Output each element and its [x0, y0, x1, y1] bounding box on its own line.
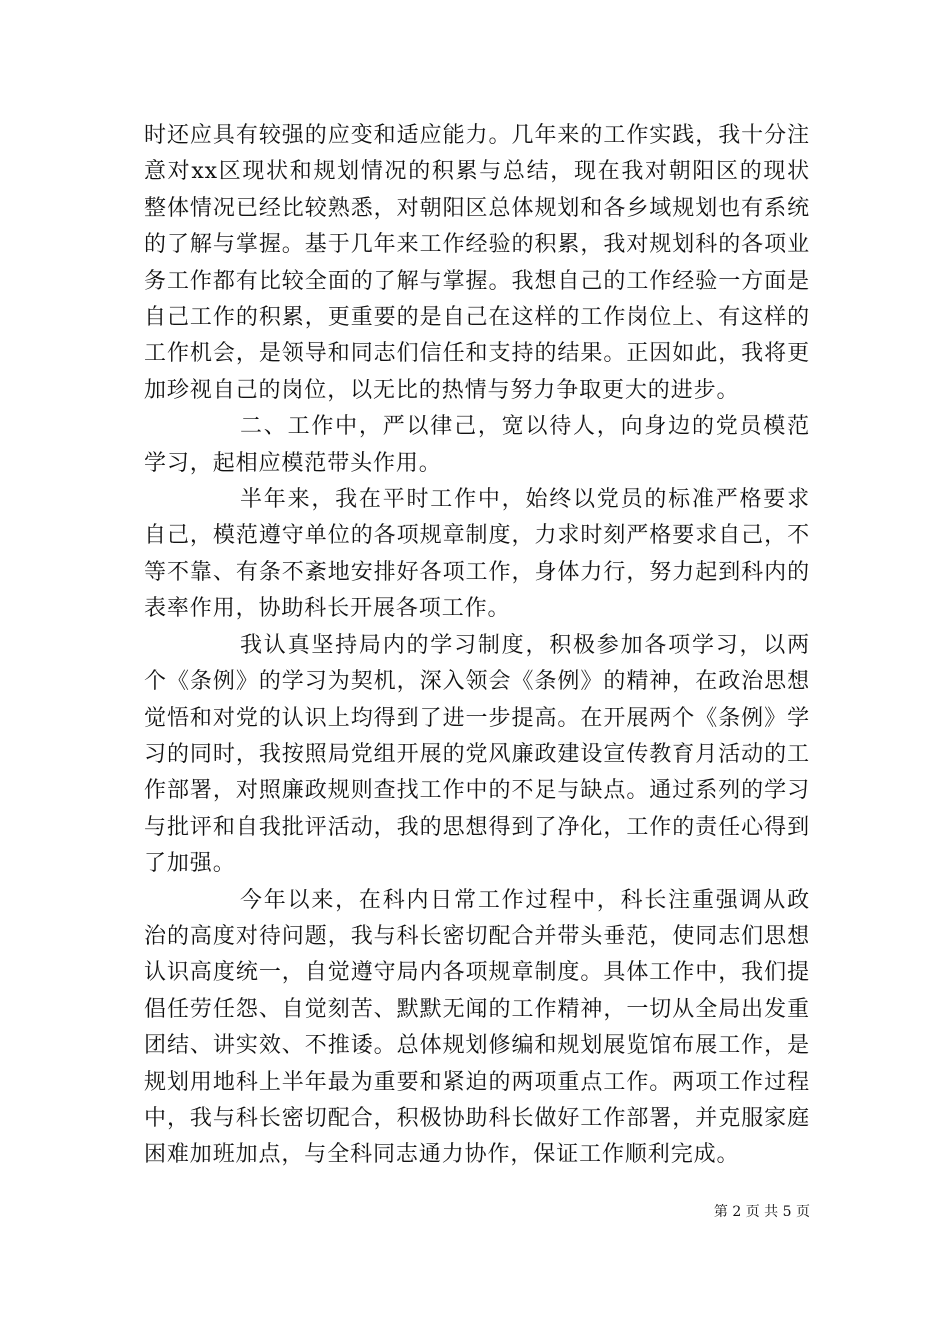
- paragraph-work-attitude: 半年来，我在平时工作中，始终以党员的标准严格要求自己，模范遵守单位的各项规章制度，力求时刻严格要求自己，不等不靠、有条不紊地安排好各项工作，身体力行，努力起到科内的表率作用，协助科长开展各项工作。: [144, 487, 810, 622]
- paragraph-cooperation: 今年以来，在科内日常工作过程中，科长注重强调从政治的高度对待问题，我与科长密切配合并带头垂范，使同志们思想认识高度统一，自觉遵守局内各项规章制度。具体工作中，我们提倡任劳任怨、自觉刻苦、默默无闻的工作精神，一切从全局出发重团结、讲实效、不推诿。总体规划修编和规划展览馆布展工作，是规划用地科上半年最为重要和紧迫的两项重点工作。两项工作过程中，我与科长密切配合，积极协助科长做好工作部署，并克服家庭困难加班加点，与全科同志通力协作，保证工作顺利完成。: [144, 887, 810, 1168]
- paragraph-section-heading: 二、工作中，严以律己，宽以待人，向身边的党员模范学习，起相应模范带头作用。: [144, 414, 810, 476]
- paragraph-continuation: 时还应具有较强的应变和适应能力。几年来的工作实践，我十分注意对xx区现状和规划情况的积累与总结，现在我对朝阳区的现状整体情况已经比较熟悉，对朝阳区总体规划和各乡域规划也有系统的了解与掌握。基于几年来工作经验的积累，我对规划科的各项业务工作都有比较全面的了解与掌握。我想自己的工作经验一方面是自己工作的积累，更重要的是自己在这样的工作岗位上、有这样的工作机会，是领导和同志们信任和支持的结果。正因如此，我将更加珍视自己的岗位，以无比的热情与努力争取更大的进步。: [144, 123, 810, 403]
- page-number-footer: 第 2 页 共 5 页: [713, 1204, 810, 1220]
- paragraph-study: 我认真坚持局内的学习制度，积极参加各项学习，以两个《条例》的学习为契机，深入领会《条例》的精神，在政治思想觉悟和对党的认识上均得到了进一步提高。在开展两个《条例》学习的同时，我按照局党组开展的党风廉政建设宣传教育月活动的工作部署，对照廉政规则查找工作中的不足与缺点。通过系列的学习与批评和自我批评活动，我的思想得到了净化，工作的责任心得到了加强。: [144, 632, 810, 877]
- document-body: [144, 118, 810, 1174]
